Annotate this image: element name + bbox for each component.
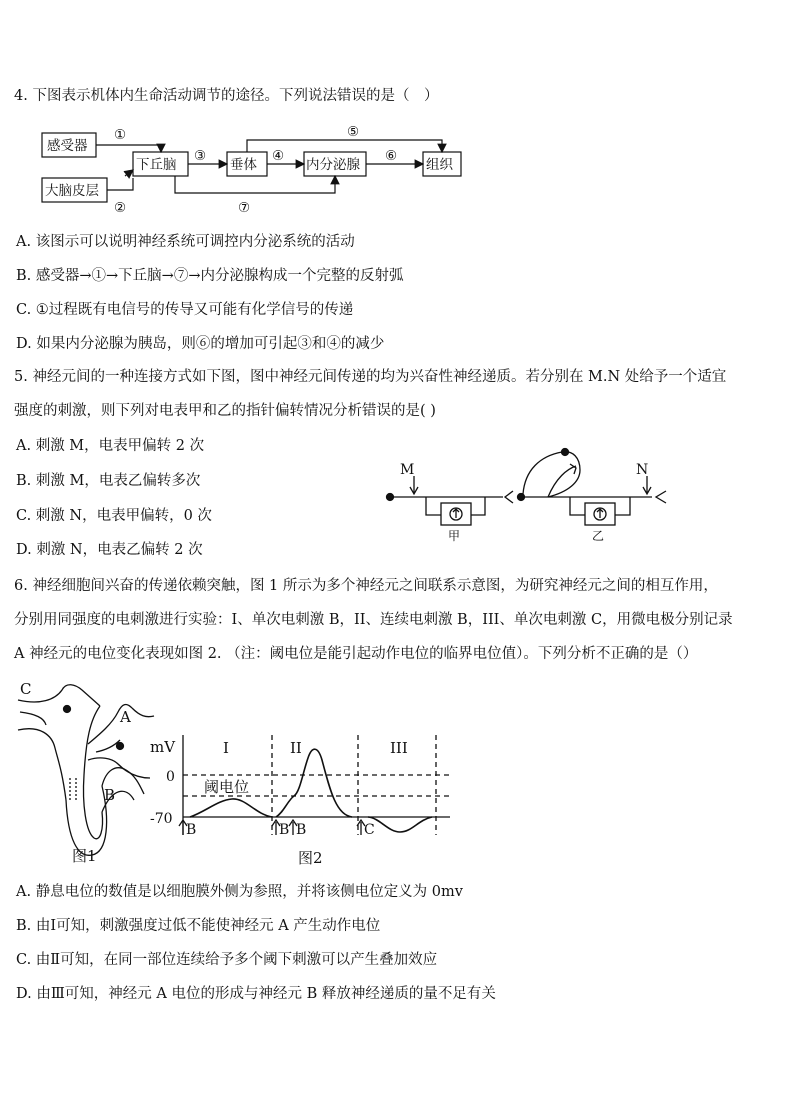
label-m: M [400,462,415,478]
receptor-label: 感受器 [47,138,88,154]
y-unit-label: mV [150,738,176,756]
q6-stem-line2: 分别用同强度的电刺激进行实验：I、单次电刺激 B，II、连续电刺激 B，III、单次电刺激 C，用微电极分别记录 [14,612,733,628]
neuron-c-body [64,706,71,713]
stim-c: C [364,822,375,838]
left-cell-body [387,494,394,501]
tissue-box [423,152,461,176]
q5-option-b: B. 刺激 M，电表乙偏转多次 [16,473,201,489]
meter-jia [441,503,471,525]
q6-option-c: C. 由Ⅱ可知，在同一部位连续给予多个阈下刺激可以产生叠加效应 [16,952,438,968]
cortex-label: 大脑皮层 [45,183,99,199]
q4-option-d: D. 如果内分泌腺为胰岛，则⑥的增加可引起③和④的减少 [16,336,385,352]
section-2-label: II [290,739,302,757]
stim-b-3: B [296,822,307,838]
hypothalamus-box [133,152,188,176]
stim-b-2: B [279,822,290,838]
q6-stem-line3: A 神经元的电位变化表现如图 2. （注：阈电位是能引起动作电位的临界电位值）。下列分析不正确的是（） [14,646,698,662]
stim-b-1: B [186,822,197,838]
q5-option-c: C. 刺激 N，电表甲偏转，0 次 [16,508,212,524]
q4-option-a: A. 该图示可以说明神经系统可调控内分泌系统的活动 [16,234,355,250]
label-4: ④ [272,148,285,164]
trace-3 [368,817,432,832]
q6-option-d: D. 由Ⅲ可知，神经元 A 电位的形成与神经元 B 释放神经递质的量不足有关 [16,986,496,1002]
q4-option-c: C. ①过程既有电信号的传导又可能有化学信号的传递 [16,302,354,318]
loop-cell-body [562,449,569,456]
fig1-label-a: A [120,708,131,726]
label-6: ⑥ [385,148,398,164]
synapse-1 [505,491,513,503]
meter-yi [585,503,615,525]
trace-1 [190,799,272,817]
label-7: ⑦ [238,200,251,216]
feedback-loop [523,452,580,497]
right-cell-body [518,494,525,501]
q5-option-d: D. 刺激 N，电表乙偏转 2 次 [16,542,203,558]
tissue-label: 组织 [426,157,453,173]
neuron-a-body [117,743,124,750]
cortex-box [42,178,107,202]
pituitary-box [227,152,267,176]
label-3: ③ [194,148,207,164]
q5-stem-line1: 5. 神经元间的一种连接方式如下图，图中神经元间传递的均为兴奋性神经递质。若分别在 M.N 处给予一个适宜 [14,369,727,385]
y-tick-zero: 0 [166,769,175,785]
section-1-label: I [223,739,229,757]
receptor-box [42,133,96,157]
hypothalamus-label: 下丘脑 [136,157,177,173]
label-yi: 乙 [592,529,605,543]
fig1-label-b: B [104,786,116,804]
trace-2 [276,749,352,817]
fig1-label-c: C [20,680,32,698]
label-jia: 甲 [448,529,461,543]
fig2-caption: 图2 [298,849,323,867]
fig1-caption: 图1 [72,847,97,865]
y-tick-rest: -70 [150,811,173,827]
label-5: ⑤ [347,124,360,140]
q5-stem-line2: 强度的刺激，则下列对电表甲和乙的指针偏转情况分析错误的是( ) [14,403,436,419]
endocrine-label: 内分泌腺 [306,157,360,173]
label-1: ① [114,127,127,143]
meter-jia-wires [426,497,485,515]
q6-option-b: B. 由Ⅰ可知，刺激强度过低不能使神经元 A 产生动作电位 [16,918,381,934]
pituitary-label: 垂体 [230,157,257,173]
label-2: ② [114,200,127,216]
q6-stem-line1: 6. 神经细胞间兴奋的传递依赖突触，图 1 所示为多个神经元之间联系示意图，为研究神经元之间的相互作用， [14,578,718,594]
label-n: N [636,462,649,478]
endocrine-box [304,152,366,176]
terminal-end [656,491,666,503]
threshold-label: 阈电位 [204,778,250,796]
meter-yi-wires [570,497,630,515]
q4-stem: 4. 下图表示机体内生命活动调节的途径。下列说法错误的是（ ） [14,88,439,104]
section-3-label: III [390,739,408,757]
q6-option-a: A. 静息电位的数值是以细胞膜外侧为参照，并将该侧电位定义为 0mv [16,884,463,900]
q5-option-a: A. 刺激 M，电表甲偏转 2 次 [16,438,205,454]
q4-option-b: B. 感受器→①→下丘脑→⑦→内分泌腺构成一个完整的反射弧 [16,268,404,284]
